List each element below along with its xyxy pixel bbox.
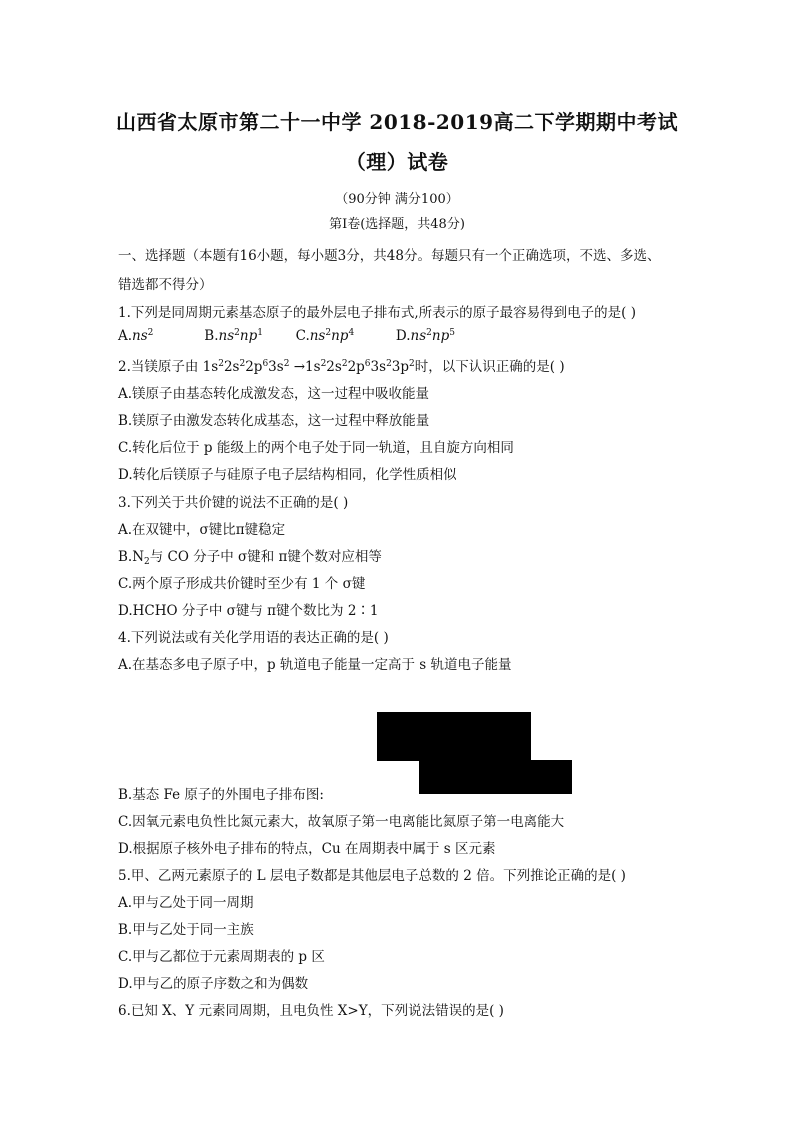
q1-option-b: $B.ns^2np^1$ bbox=[204, 328, 263, 344]
instructions-line1: 一、选择题（本题有16小题，每小题3分，共48分。每题只有一个正确选项，不选、多选、 bbox=[118, 248, 661, 264]
q2-option-d: D.转化后镁原子与硅原子电子层结构相同，化学性质相似 bbox=[118, 467, 457, 483]
q5-option-b: B.甲与乙处于同一主族 bbox=[118, 922, 254, 938]
exam-title-line2: （理）试卷 bbox=[345, 150, 449, 174]
q5-option-d: D.甲与乙的原子序数之和为偶数 bbox=[118, 976, 309, 992]
q5-option-c: C.甲与乙都位于元素周期表的 p 区 bbox=[118, 949, 325, 965]
q2-option-b: B.镁原子由激发态转化成基态，这一过程中释放能量 bbox=[118, 413, 430, 429]
q3-stem: 3.下列关于共价键的说法不正确的是( ) bbox=[118, 495, 349, 511]
q2-option-c: C.转化后位于 p 能级上的两个电子处于同一轨道，且自旋方向相同 bbox=[118, 440, 514, 456]
instructions-line2: 错选都不得分） bbox=[118, 277, 213, 293]
q1-options bbox=[118, 328, 455, 344]
section-title: 第Ⅰ卷(选择题，共48分) bbox=[329, 217, 465, 232]
q1-stem: 1.下列是同周期元素基态原子的最外层电子排布式,所表示的原子最容易得到电子的是( ) bbox=[118, 305, 636, 321]
q4-option-b: B.基态 Fe 原子的外围电子排布图: bbox=[118, 787, 324, 803]
q4-option-a: A.在基态多电子原子中，p 轨道电子能量一定高于 s 轨道电子能量 bbox=[118, 657, 512, 673]
q2-option-a: A.镁原子由基态转化成激发态，这一过程中吸收能量 bbox=[118, 386, 430, 402]
q1-option-d: $D.ns^2np^5$ bbox=[395, 328, 455, 344]
q1-option-c: $C.ns^2np^4$ bbox=[295, 328, 355, 344]
q3-option-d: D.HCHO 分子中 σ键与 π键个数比为 2∶1 bbox=[118, 603, 379, 619]
exam-title-line1: 山西省太原市第二十一中学 2018-2019高二下学期期中考试 bbox=[115, 110, 679, 134]
q3-option-a: A.在双键中，σ键比π键稳定 bbox=[118, 522, 286, 538]
q1-option-a: $A.ns^2$ bbox=[118, 328, 154, 344]
q5-option-a: A.甲与乙处于同一周期 bbox=[118, 895, 254, 911]
q3-option-c: C.两个原子形成共价键时至少有 1 个 σ键 bbox=[118, 576, 366, 592]
q6-stem: 6.已知 X、Y 元素同周期，且电负性 X>Y，下列说法错误的是( ) bbox=[118, 1003, 504, 1019]
q2-stem: 2.当镁原子由 $1s^22s^22p^63s^2 \to 1s^22s^22p^63s^23p^2$时，以下认识正确的是( ) bbox=[118, 359, 565, 375]
q4-stem: 4.下列说法或有关化学用语的表达正确的是( ) bbox=[118, 630, 389, 646]
q5-stem: 5.甲、乙两元素原子的 L 层电子数都是其他层电子总数的 2 倍。下列推论正确的是( ) bbox=[118, 868, 626, 884]
exam-info: （90分钟 满分100） bbox=[335, 192, 459, 207]
q4-option-c: C.因氧元素电负性比氮元素大，故氧原子第一电离能比氮原子第一电离能大 bbox=[118, 814, 565, 830]
q4-option-d: D.根据原子核外电子排布的特点，Cu 在周期表中属于 s 区元素 bbox=[118, 841, 496, 857]
q3-option-b: $B.N_2$与 CO 分子中 σ键和 π键个数对应相等 bbox=[118, 549, 382, 567]
